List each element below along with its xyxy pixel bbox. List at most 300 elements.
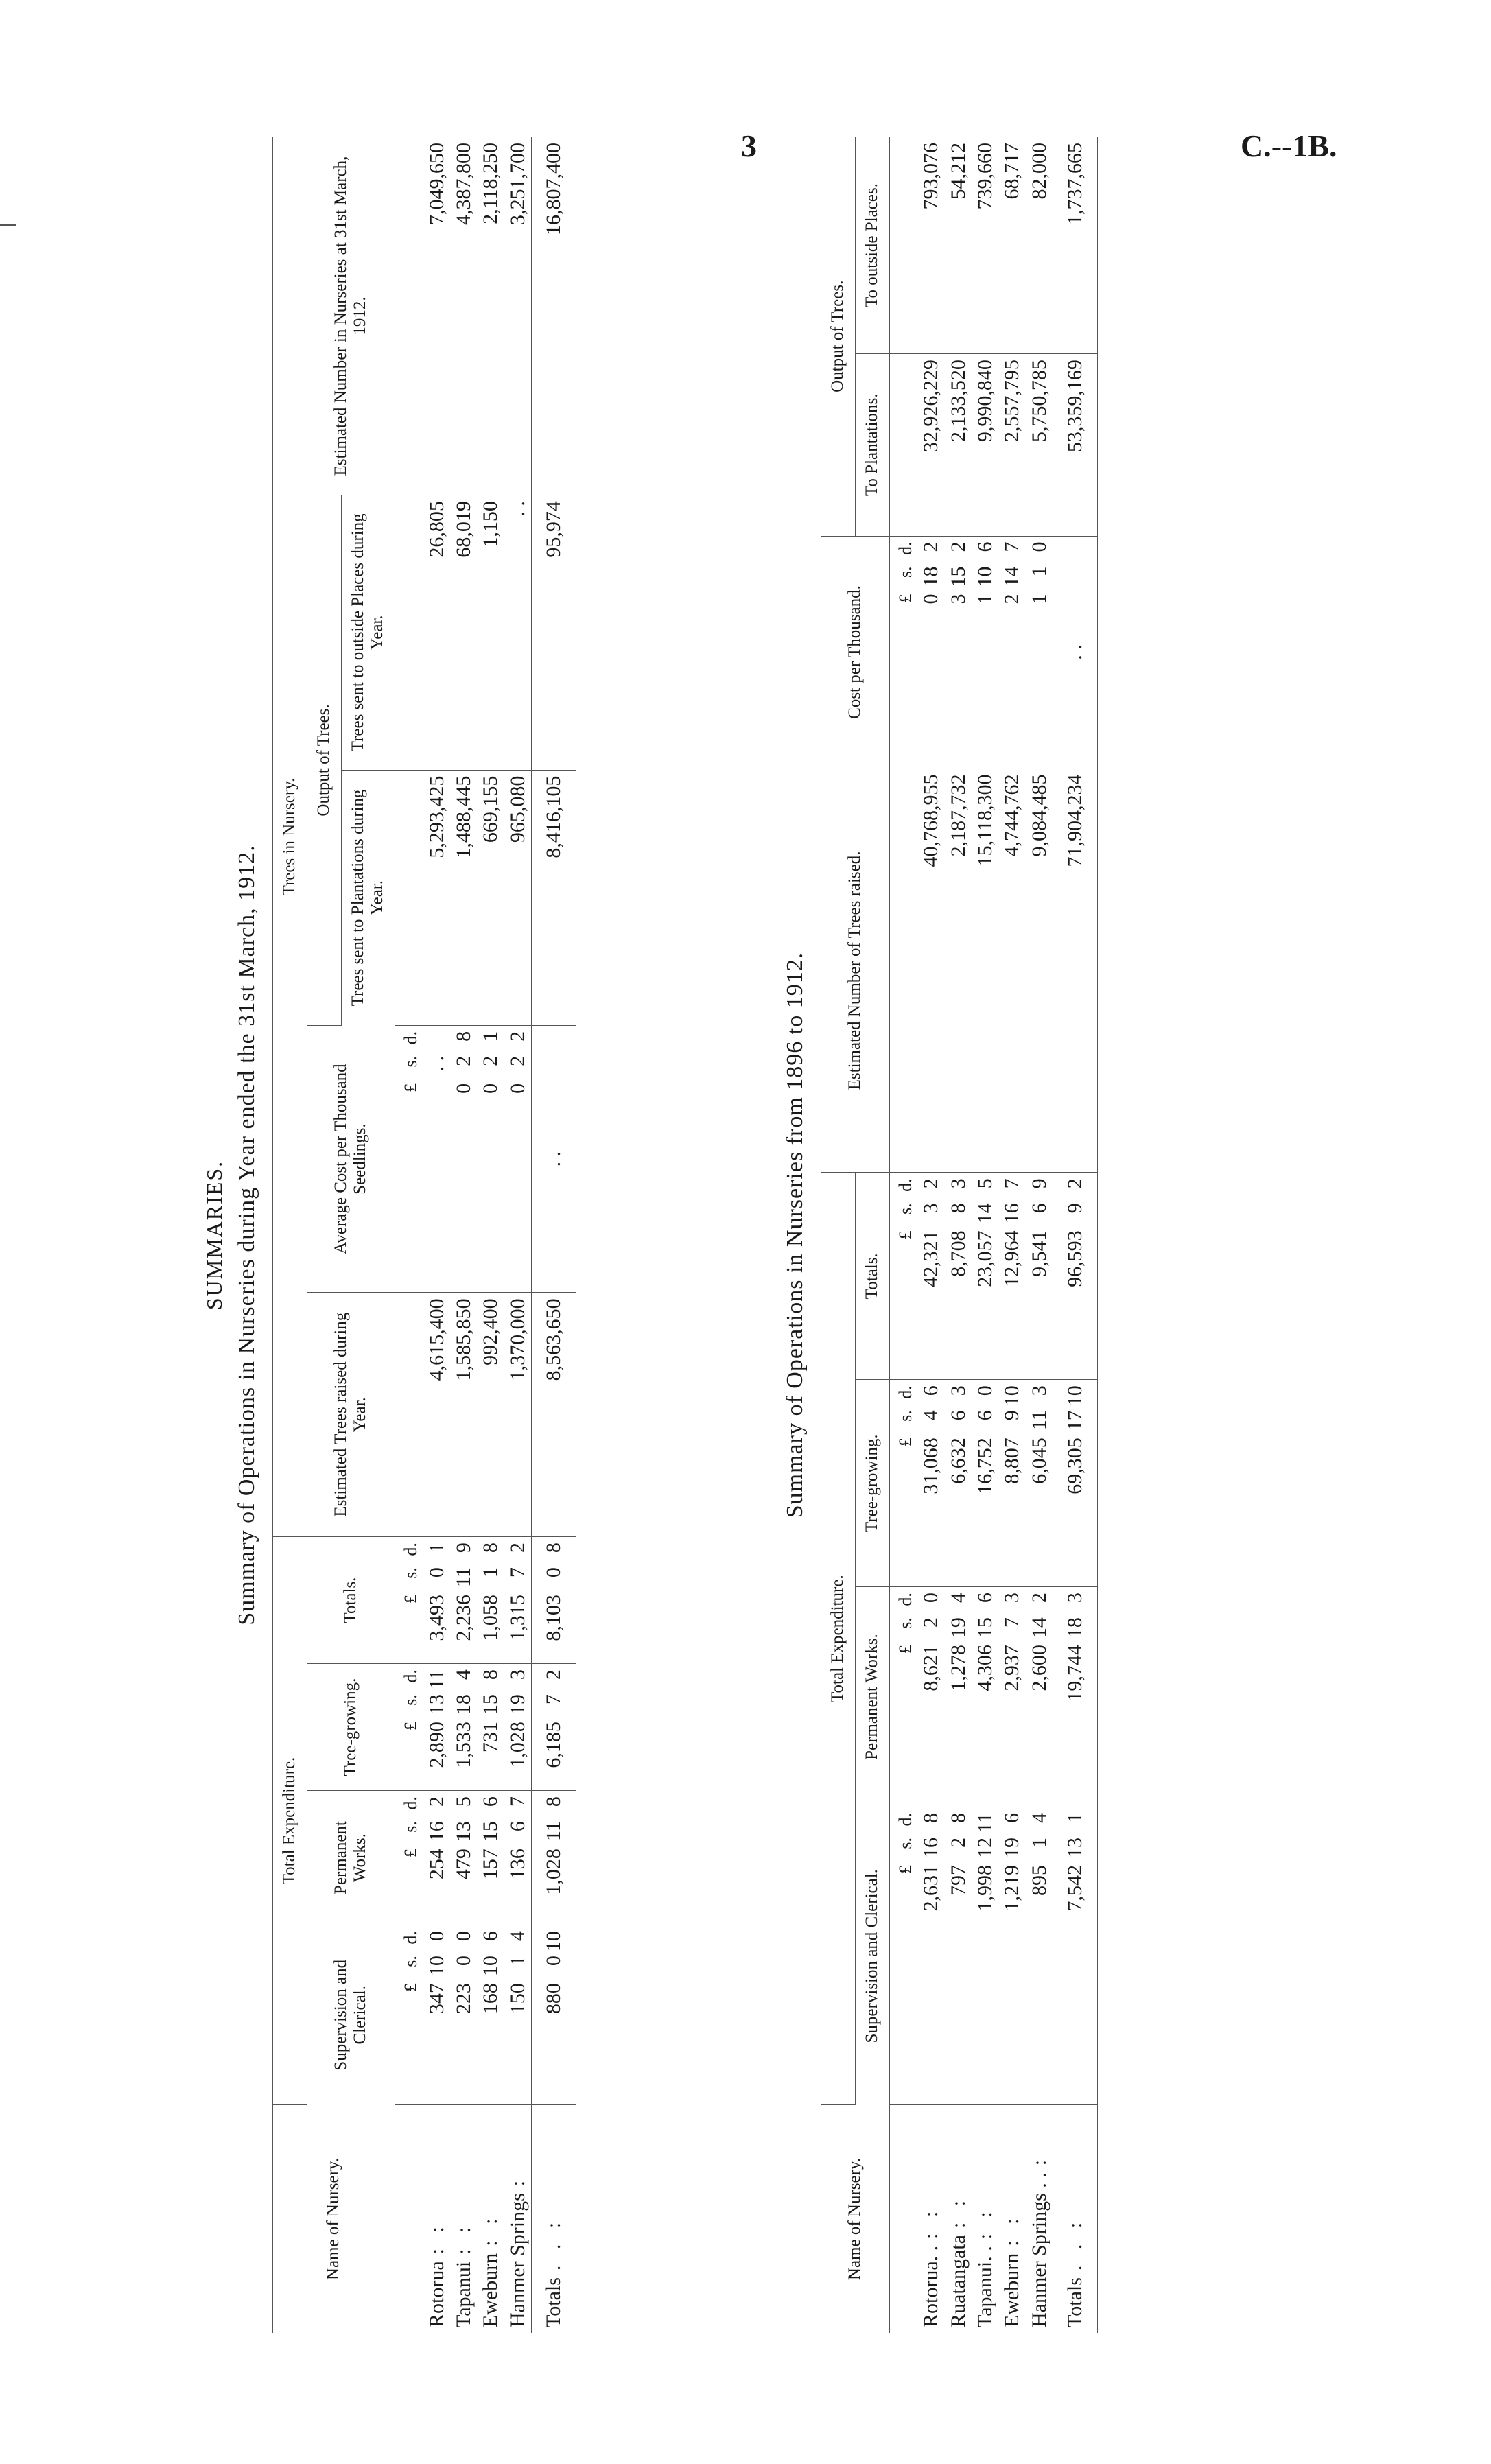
totals-cell-part: 11 [452, 1567, 476, 1587]
totals-cell-part: 14 [973, 1203, 996, 1224]
total-expenditure-header: Total Expenditure. [273, 1537, 307, 2105]
to-outside-cell: . . [504, 495, 532, 771]
totals-cell-part: 2,236 [452, 1595, 476, 1641]
page-number: 3 [741, 128, 757, 163]
supervision-cell-part: 0 [425, 1931, 448, 1942]
permanent-cell-part: 1,278 [946, 1645, 970, 1691]
avg-cost-cell [450, 1025, 477, 1293]
unit-label: d. [895, 1593, 915, 1606]
nursery-name: Rotorua. . [919, 2245, 943, 2327]
raised-total: 8,563,650 [532, 1293, 576, 1537]
tree-growing-cell-part: 1,028 [506, 1722, 529, 1768]
output-of-trees-header: Output of Trees. [821, 137, 856, 536]
totals-cell-part: 2 [506, 1542, 529, 1553]
supervision-total-value [541, 1931, 565, 2046]
tree-growing-cell-part: 31,068 [919, 1438, 943, 1494]
totals-cell [998, 1173, 1025, 1380]
currency-units [395, 1025, 423, 1293]
supervision-cell [972, 1807, 998, 2105]
unit-label: d. [895, 1385, 915, 1399]
table2-title: Summary of Operations in Nurseries from 1896 to 1912. [782, 952, 808, 1518]
tree-growing-total-part: 10 [1064, 1385, 1087, 1407]
supervision-cell-part: 0 [452, 1956, 476, 1967]
totals-total-part: 96,593 [1064, 1230, 1087, 1287]
avg-cost-cell-part: 0 [479, 1083, 502, 1094]
supervision-cell-value [478, 1931, 502, 2046]
col-totals-header: Totals. [307, 1537, 395, 1664]
avg-cost-cell-value [451, 1031, 476, 1147]
cost-cell [917, 536, 944, 768]
permanent-cell [945, 1587, 972, 1807]
tree-growing-cell-part: 4 [452, 1669, 476, 1680]
permanent-cell-part: 13 [452, 1821, 476, 1842]
unit-label: d. [401, 1031, 421, 1045]
tree-growing-cell-value [973, 1385, 997, 1501]
currency-units [889, 1173, 917, 1380]
unit-label: d. [895, 541, 915, 556]
currency-units [395, 1791, 423, 1925]
cost-cell-value [1000, 542, 1024, 657]
avg-cost-total: . . [532, 1025, 576, 1293]
nursery-name: Eweburn [479, 2253, 502, 2327]
tree-growing-total-value [1063, 1385, 1087, 1501]
supervision-cell [504, 1925, 532, 2105]
permanent-cell-part: 5 [452, 1796, 476, 1807]
col-totals-header: Totals. [855, 1173, 889, 1380]
blank-cell [395, 1293, 423, 1537]
supervision-cell-value [973, 1813, 997, 1928]
permanent-total-value [541, 1796, 565, 1912]
cost-cell-value [919, 542, 943, 657]
tree-growing-cell-value [425, 1669, 449, 1785]
currency-units-value [401, 1796, 422, 1912]
totals-cell-part: 9 [1027, 1178, 1050, 1189]
estimated-number-total: 16,807,400 [532, 137, 576, 495]
tree-growing-cell-value [506, 1669, 530, 1785]
tree-growing-cell [477, 1664, 504, 1791]
unit-label: £ [401, 1849, 421, 1858]
tree-growing-cell-part: 16,752 [973, 1438, 996, 1494]
permanent-cell-value [478, 1796, 502, 1912]
tree-growing-cell-part: 6 [973, 1410, 996, 1421]
leader-dots: . . : [1064, 2216, 1087, 2271]
table-row [917, 137, 944, 2333]
totals-cell-value [478, 1542, 502, 1658]
table-row [972, 137, 998, 2333]
totals-cell [450, 1537, 477, 1664]
supervision-total-part: 10 [542, 1931, 565, 1952]
col-tree-growing-header: Tree-growing. [307, 1664, 395, 1791]
col-raised-header: Estimated Number of Trees raised. [821, 768, 890, 1173]
to-plantations-cell: 5,750,785 [1026, 354, 1053, 536]
unit-label: s. [895, 1410, 915, 1422]
table-row [945, 137, 972, 2333]
supervision-total-part: 13 [1064, 1838, 1087, 1859]
to-plantations-cell: 669,155 [477, 770, 504, 1025]
col-name-header: Name of Nursery. [821, 2105, 890, 2334]
nursery-name: Totals [1064, 2277, 1087, 2327]
nursery-name-cell [1053, 2105, 1097, 2334]
avg-cost-cell-part: 0 [506, 1083, 529, 1094]
nursery-name-cell [423, 2105, 450, 2334]
raised-cell: 9,084,485 [1026, 768, 1053, 1173]
unit-label: £ [895, 1230, 915, 1240]
totals-cell [917, 1173, 944, 1380]
cost-cell-part: 18 [919, 566, 943, 587]
leader-dots: : : [919, 2205, 943, 2239]
supervision-cell-value [946, 1813, 970, 1928]
tree-growing-cell-part: 3 [1027, 1385, 1050, 1396]
totals-cell-part: 0 [425, 1567, 448, 1578]
blank-cell [395, 137, 423, 495]
permanent-total-part: 8 [542, 1796, 565, 1807]
cost-cell-part: 1 [1027, 594, 1050, 605]
supervision-total-part: 1 [1064, 1813, 1087, 1824]
leader-dots: : : [452, 2221, 476, 2255]
supervision-total-part: 7,542 [1064, 1865, 1087, 1912]
tree-growing-cell-part: 11 [425, 1669, 448, 1689]
totals-cell-value [919, 1178, 943, 1293]
supervision-total-part: 880 [542, 1983, 565, 2015]
totals-cell-value [506, 1542, 530, 1658]
totals-cell [423, 1537, 450, 1664]
permanent-cell-value [973, 1593, 997, 1708]
totals-row [1053, 137, 1097, 2333]
permanent-cell-part: 157 [479, 1849, 502, 1880]
leader-dots: : : [946, 2194, 970, 2229]
permanent-cell-value [425, 1796, 449, 1912]
table-row [504, 137, 532, 2333]
blank-cell [889, 768, 917, 1173]
cost-cell-part: 3 [946, 594, 970, 605]
supervision-cell-part: 895 [1027, 1865, 1050, 1897]
col-supervision-header: Supervision and Clerical. [307, 1925, 395, 2105]
unit-label: d. [401, 1669, 421, 1683]
supervision-cell-part: 1,219 [1000, 1865, 1024, 1912]
totals-cell-part: 1 [479, 1567, 502, 1578]
tree-growing-cell-part: 18 [452, 1694, 476, 1715]
cost-cell-part: 2 [919, 541, 943, 552]
permanent-cell [477, 1791, 504, 1925]
totals-cell-value [973, 1178, 997, 1293]
permanent-cell-part: 2,937 [1000, 1645, 1024, 1691]
leader-dots: : : [425, 2221, 448, 2255]
avg-cost-cell [423, 1025, 450, 1293]
to-outside-cell: 1,150 [477, 495, 504, 771]
totals-cell-part: 23,057 [973, 1230, 996, 1287]
nursery-name-cell [450, 2105, 477, 2334]
supervision-total [1053, 1807, 1097, 2105]
col-permanent-header: Permanent Works. [855, 1587, 889, 1807]
tree-growing-total-part: 6,185 [542, 1722, 565, 1768]
cost-cell-part: 2 [946, 541, 970, 552]
tree-growing-cell-value [1027, 1385, 1051, 1501]
totals-cell-part: 5 [973, 1178, 996, 1189]
table-row [1026, 137, 1053, 2333]
currency-units-value [895, 1178, 917, 1293]
permanent-cell [1026, 1587, 1053, 1807]
currency-units [395, 1925, 423, 2105]
totals-total-part: 8 [542, 1542, 565, 1553]
supervision-cell-part: 4 [506, 1931, 529, 1942]
to-plantations-cell: 9,990,840 [972, 354, 998, 536]
totals-cell [1026, 1173, 1053, 1380]
totals-cell-part: 2 [919, 1178, 943, 1189]
supervision-cell-value [451, 1931, 476, 2046]
cost-cell-part: 2 [1000, 594, 1024, 605]
leader-dots: : : [1000, 2213, 1024, 2246]
totals-total-part: 2 [1064, 1178, 1087, 1189]
permanent-cell-part: 2 [425, 1796, 448, 1807]
raised-cell: 1,370,000 [504, 1293, 532, 1537]
tree-growing-cell-part: 6 [946, 1410, 970, 1421]
permanent-cell-part: 136 [506, 1849, 529, 1880]
nursery-name-cell [504, 2105, 532, 2334]
units-row [889, 137, 917, 2333]
avg-cost-cell-part: 2 [506, 1031, 529, 1042]
tree-growing-cell [945, 1380, 972, 1587]
tree-growing-total-part: 69,305 [1064, 1438, 1087, 1494]
to-plantations-cell: 2,133,520 [945, 354, 972, 536]
supervision-cell-value [1000, 1813, 1024, 1928]
permanent-cell-part: 6 [506, 1821, 529, 1832]
totals-cell-part: 7 [1000, 1178, 1024, 1189]
tree-growing-cell [917, 1380, 944, 1587]
supervision-cell [423, 1925, 450, 2105]
supervision-cell-value [506, 1931, 530, 2046]
to-outside-cell: 54,212 [945, 137, 972, 354]
nursery-name: Totals [542, 2277, 565, 2327]
avg-cost-cell-part: 2 [506, 1055, 529, 1066]
permanent-cell-value [506, 1796, 530, 1912]
totals-total-part: 9 [1064, 1203, 1087, 1214]
tree-growing-cell-value [451, 1669, 476, 1785]
unit-label: s. [895, 566, 915, 578]
col-estimated-number-header: Estimated Number in Nurseries at 31st March, 1912. [307, 137, 395, 495]
col-to-plantations-header: To Plantations. [855, 354, 889, 536]
permanent-total-part: 18 [1064, 1617, 1087, 1639]
supervision-cell [1026, 1807, 1053, 2105]
tree-growing-total [1053, 1380, 1097, 1587]
blank-cell [395, 770, 423, 1025]
nursery-name: Tapanui [452, 2261, 476, 2327]
supervision-cell-part: 2 [946, 1838, 970, 1849]
estimated-number-cell: 2,118,250 [477, 137, 504, 495]
cost-cell-value [946, 542, 970, 657]
totals-cell-part: 8 [479, 1542, 502, 1553]
col-permanent-header: Permanent Works. [307, 1791, 395, 1925]
tree-growing-cell-part: 3 [946, 1385, 970, 1396]
to-plantations-cell: 2,557,795 [998, 354, 1025, 536]
supervision-cell-part: 16 [919, 1838, 943, 1859]
permanent-cell-part: 8,621 [919, 1645, 943, 1691]
unit-label: £ [401, 1595, 421, 1604]
supervision-cell-part: 4 [1027, 1813, 1050, 1824]
nursery-name: Hanmer Springs [506, 2193, 529, 2327]
supervision-cell-part: 10 [425, 1956, 448, 1977]
nursery-name-cell [1026, 2105, 1053, 2334]
unit-label: £ [401, 1983, 421, 1993]
cost-cell [1026, 536, 1053, 768]
cost-cell-part: 0 [1027, 541, 1050, 552]
tree-growing-cell-part: 10 [1000, 1385, 1024, 1407]
supervision-total-value [1063, 1813, 1087, 1928]
nursery-name: Hanmer Springs . . [1027, 2172, 1050, 2327]
tree-growing-cell-value [919, 1385, 943, 1501]
permanent-total-part: 19,744 [1064, 1645, 1087, 1702]
cost-cell-part: 6 [973, 541, 996, 552]
permanent-cell-part: 7 [506, 1796, 529, 1807]
permanent-cell-part: 254 [425, 1849, 448, 1880]
unit-label: d. [401, 1796, 421, 1810]
supervision-cell [998, 1807, 1025, 2105]
tree-growing-cell-part: 6 [919, 1385, 943, 1396]
tree-growing-cell [972, 1380, 998, 1587]
to-outside-total: 1,737,665 [1053, 137, 1097, 354]
tree-growing-cell-part: 6,045 [1027, 1438, 1050, 1484]
to-outside-cell: 739,660 [972, 137, 998, 354]
estimated-number-cell: 3,251,700 [504, 137, 532, 495]
supervision-cell-part: 10 [479, 1956, 502, 1977]
unit-label: d. [895, 1813, 915, 1827]
tree-growing-cell-part: 731 [479, 1722, 502, 1753]
avg-cost-cell [504, 1025, 532, 1293]
permanent-cell-value [946, 1593, 970, 1708]
cost-cell-part: 10 [973, 566, 996, 587]
supervision-cell-part: 1 [506, 1956, 529, 1967]
permanent-cell-part: 6 [973, 1593, 996, 1604]
permanent-cell [423, 1791, 450, 1925]
avg-cost-cell-part: 2 [479, 1055, 502, 1066]
raised-cell: 992,400 [477, 1293, 504, 1537]
summary-section-1896-1912 [782, 137, 1317, 2333]
raised-cell: 4,615,400 [423, 1293, 450, 1537]
cost-cell-part: 0 [919, 594, 943, 605]
totals-cell-value [1000, 1178, 1024, 1293]
to-plantations-total: 53,359,169 [1053, 354, 1097, 536]
supervision-cell-part: 1,998 [973, 1865, 996, 1912]
totals-cell-part: 1,058 [479, 1595, 502, 1641]
tree-growing-cell [998, 1380, 1025, 1587]
trees-in-nursery-header: Trees in Nursery. [273, 137, 307, 1537]
raised-cell: 2,187,732 [945, 768, 972, 1173]
permanent-cell [450, 1791, 477, 1925]
currency-units [889, 536, 917, 768]
summary-section-1912 [199, 137, 693, 2333]
unit-label: s. [401, 1055, 421, 1068]
avg-cost-cell-part: 2 [452, 1055, 476, 1066]
col-tree-growing-header: Tree-growing. [855, 1380, 889, 1587]
margin-mark [0, 224, 16, 226]
units-row [395, 137, 423, 2333]
tree-growing-cell-part: 8,807 [1000, 1438, 1024, 1484]
permanent-cell-part: 3 [1000, 1593, 1024, 1604]
permanent-total-value [1063, 1593, 1087, 1708]
to-outside-total: 95,974 [532, 495, 576, 771]
col-to-outside-header: To outside Places. [855, 137, 889, 354]
permanent-cell-value [919, 1593, 943, 1708]
raised-cell: 4,744,762 [998, 768, 1025, 1173]
tree-growing-cell [423, 1664, 450, 1791]
leader-dots: . . : [542, 2216, 565, 2271]
tree-growing-cell-value [946, 1385, 970, 1501]
permanent-cell-part: 2 [1027, 1593, 1050, 1604]
permanent-cell-value [1000, 1593, 1024, 1708]
supervision-cell-part: 0 [452, 1931, 476, 1942]
cost-cell-part: 1 [973, 594, 996, 605]
totals-cell-value [1027, 1178, 1051, 1293]
tree-growing-cell-part: 2,890 [425, 1722, 448, 1768]
supervision-cell-part: 2,631 [919, 1865, 943, 1912]
unit-label: s. [895, 1838, 915, 1849]
col-name-header: Name of Nursery. [273, 2105, 395, 2334]
leader-dots: : [1027, 2154, 1050, 2166]
totals-cell-value [946, 1178, 970, 1293]
unit-label: d. [401, 1542, 421, 1556]
permanent-total [1053, 1587, 1097, 1807]
tree-growing-cell-value [478, 1669, 502, 1785]
permanent-cell [917, 1587, 944, 1807]
supervision-cell [477, 1925, 504, 2105]
currency-units [395, 1664, 423, 1791]
document-reference: C.--1B. [1241, 128, 1337, 163]
currency-units [889, 1807, 917, 2105]
totals-total [532, 1537, 576, 1664]
summaries-heading: SUMMARIES. [202, 1160, 226, 1311]
totals-total-part: 0 [542, 1567, 565, 1578]
avg-cost-cell-value [478, 1031, 502, 1147]
avg-cost-cell [477, 1025, 504, 1293]
supervision-cell-part: 797 [946, 1865, 970, 1897]
permanent-total [532, 1791, 576, 1925]
cost-cell-part: 7 [1000, 541, 1024, 552]
totals-cell-part: 1 [425, 1542, 448, 1553]
unit-label: £ [401, 1083, 421, 1092]
cost-cell-value [1027, 542, 1051, 657]
currency-units [889, 1380, 917, 1587]
nursery-name: Eweburn [1000, 2253, 1024, 2327]
currency-units-value [401, 1931, 422, 2046]
tree-growing-cell-part: 0 [973, 1385, 996, 1396]
avg-cost-cell-part: 8 [452, 1031, 476, 1042]
unit-label: s. [895, 1617, 915, 1629]
supervision-cell [917, 1807, 944, 2105]
supervision-cell-value [1027, 1813, 1051, 1928]
raised-cell: 1,585,850 [450, 1293, 477, 1537]
leader-dots: : : [973, 2206, 996, 2240]
totals-cell-part: 16 [1000, 1203, 1024, 1224]
tree-growing-cell-part: 1,533 [452, 1722, 476, 1768]
totals-cell [945, 1173, 972, 1380]
supervision-cell-part: 150 [506, 1983, 529, 2015]
col-to-outside-header: Trees sent to outside Places during Year. [341, 495, 395, 771]
totals-cell-part: 42,321 [919, 1230, 943, 1287]
table-row [998, 137, 1025, 2333]
raised-total: 71,904,234 [1053, 768, 1097, 1173]
tree-growing-cell-part: 13 [425, 1694, 448, 1715]
to-outside-cell: 26,805 [423, 495, 450, 771]
tree-growing-total-part: 17 [1064, 1410, 1087, 1431]
tree-growing-cell [1026, 1380, 1053, 1587]
cost-total: . . [1053, 536, 1097, 768]
totals-row [532, 137, 576, 2333]
leader-dots: : [506, 2174, 529, 2187]
permanent-total-part: 1,028 [542, 1849, 565, 1895]
nursery-name: Ruatangata [946, 2235, 970, 2327]
blank-cell [395, 2105, 423, 2334]
permanent-cell [504, 1791, 532, 1925]
col-raised-header: Estimated Trees raised during Year. [307, 1293, 395, 1537]
